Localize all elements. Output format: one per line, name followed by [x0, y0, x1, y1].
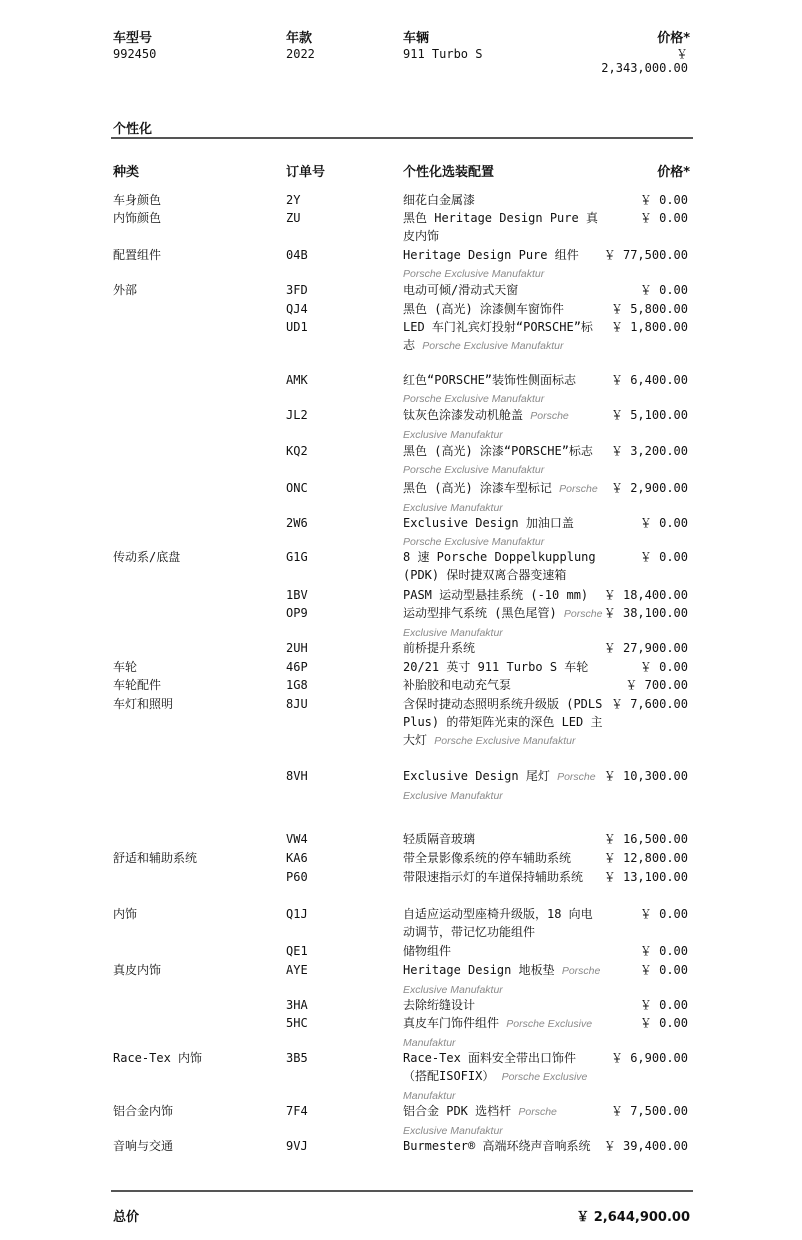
row-manufaktur-note: Porsche Exclusive Manufaktur [434, 735, 576, 747]
row-price: ￥ 39,400.00 [603, 1139, 688, 1153]
row-description-text: LED 车门礼宾灯投射“PORSCHE”标志 [403, 320, 593, 352]
row-description [403, 1049, 603, 1105]
row-price: ￥ 7,500.00 [610, 1104, 688, 1118]
row-description [403, 942, 603, 960]
row-order-code: JL2 [286, 408, 308, 422]
row-description [403, 246, 603, 283]
row-order-code: 2W6 [286, 516, 308, 530]
row-description [403, 639, 603, 657]
row-order-code: 3B5 [286, 1051, 308, 1065]
row-order-code: Q1J [286, 907, 308, 921]
model-year-value: 2022 [286, 47, 315, 61]
row-description-text: 含保时捷动态照明系统升级版 (PDLS Plus) 的带矩阵光束的深色 LED 主大灯 [403, 697, 603, 747]
row-order-code: 8JU [286, 697, 308, 711]
row-price: ￥ 1,800.00 [610, 320, 688, 334]
row-category: 舒适和辅助系统 [113, 851, 198, 865]
row-description [403, 479, 603, 517]
row-order-code: 2Y [286, 193, 301, 207]
column-price: 价格* [657, 165, 690, 180]
row-price: ￥ 16,500.00 [603, 832, 688, 846]
row-description-text: 真皮车门饰件组件 [403, 1016, 500, 1030]
column-category: 种类 [113, 165, 140, 180]
row-description [403, 868, 603, 886]
row-description [403, 996, 603, 1014]
row-price: ￥ 6,900.00 [610, 1051, 688, 1065]
row-description [403, 406, 603, 444]
row-price: ￥ 7,600.00 [610, 697, 688, 711]
row-order-code: 2UH [286, 641, 308, 655]
row-description-text: 去除绗缝设计 [403, 998, 476, 1012]
row-price: ￥ 0.00 [639, 998, 688, 1012]
row-price: ￥ 0.00 [639, 944, 688, 958]
row-price: ￥ 77,500.00 [603, 248, 688, 262]
row-description [403, 658, 603, 676]
total-divider [111, 1190, 693, 1192]
row-description-text: 前桥提升系统 [403, 641, 476, 655]
row-order-code: QJ4 [286, 302, 308, 316]
row-price: ￥ 0.00 [639, 550, 688, 564]
price-currency: ￥ [675, 47, 688, 61]
row-manufaktur-note: Porsche Exclusive Manufaktur [403, 1018, 593, 1049]
row-order-code: P60 [286, 870, 308, 884]
row-manufaktur-note: Porsche Exclusive Manufaktur [422, 340, 564, 352]
row-description-text: Heritage Design 地板垫 [403, 963, 555, 977]
row-description [403, 830, 603, 848]
row-description-text: Heritage Design Pure 组件 [403, 248, 579, 262]
row-price: ￥ 6,400.00 [610, 373, 688, 387]
row-price: ￥ 0.00 [639, 211, 688, 225]
row-manufaktur-note: Porsche Exclusive Manufaktur [403, 608, 603, 639]
row-manufaktur-note: Porsche Exclusive Manufaktur [403, 1106, 557, 1137]
row-price: ￥ 0.00 [639, 193, 688, 207]
row-order-code: ONC [286, 481, 308, 495]
row-description-text: Race-Tex 面料安全带出口饰件 （搭配ISOFIX） [403, 1051, 577, 1083]
row-description [403, 318, 603, 355]
row-price: ￥ 0.00 [639, 907, 688, 921]
row-price: ￥ 5,800.00 [610, 302, 688, 316]
row-description [403, 767, 603, 805]
row-category: 传动系/底盘 [113, 550, 181, 564]
price-label: 价格* [657, 31, 690, 46]
row-description-text: 自适应运动型座椅升级版，18 向电动调节，带记忆功能组件 [403, 907, 593, 939]
row-description-text: 细花白金属漆 [403, 193, 476, 207]
row-description-text: 电动可倾/滑动式天窗 [403, 283, 519, 297]
row-price: ￥ 700.00 [625, 678, 688, 692]
row-description-text: 补胎胶和电动充气泵 [403, 678, 512, 692]
row-category: 配置组件 [113, 248, 162, 262]
row-category: 真皮内饰 [113, 963, 162, 977]
row-description [403, 548, 603, 584]
row-manufaktur-note: Porsche Exclusive Manufaktur [403, 536, 545, 548]
row-order-code: 3HA [286, 998, 308, 1012]
row-order-code: VW4 [286, 832, 308, 846]
row-description-text: 储物组件 [403, 944, 452, 958]
row-manufaktur-note: Porsche Exclusive Manufaktur [403, 410, 569, 441]
row-description [403, 1137, 603, 1155]
column-order-number: 订单号 [286, 165, 326, 180]
row-price: ￥ 0.00 [639, 660, 688, 674]
row-description [403, 586, 603, 604]
row-category: Race-Tex 内饰 [113, 1051, 203, 1065]
row-price: ￥ 2,900.00 [610, 481, 688, 495]
row-order-code: 7F4 [286, 1104, 308, 1118]
row-order-code: 1BV [286, 588, 308, 602]
section-divider [111, 137, 693, 139]
row-category: 外部 [113, 283, 138, 297]
row-description [403, 1102, 603, 1140]
row-order-code: G1G [286, 550, 308, 564]
row-description [403, 442, 603, 479]
model-number-value: 992450 [113, 47, 157, 61]
base-price-value: 2,343,000.00 [601, 61, 688, 75]
row-price: ￥ 18,400.00 [603, 588, 688, 602]
row-order-code: AMK [286, 373, 308, 387]
row-price: ￥ 0.00 [639, 963, 688, 977]
row-order-code: ZU [286, 211, 301, 225]
model-number-label: 车型号 [113, 31, 153, 46]
row-price: ￥ 0.00 [639, 283, 688, 297]
row-order-code: 3FD [286, 283, 308, 297]
row-order-code: 8VH [286, 769, 308, 783]
row-price: ￥ 13,100.00 [603, 870, 688, 884]
row-price: ￥ 5,100.00 [610, 408, 688, 422]
vehicle-value: 911 Turbo S [403, 47, 483, 61]
row-category: 铝合金内饰 [113, 1104, 174, 1118]
row-order-code: 5HC [286, 1016, 308, 1030]
row-price: ￥ 0.00 [639, 516, 688, 530]
row-order-code: QE1 [286, 944, 308, 958]
row-description [403, 849, 603, 867]
row-manufaktur-note: Porsche Exclusive Manufaktur [403, 393, 545, 405]
row-description-text: 8 速 Porsche Doppelkupplung (PDK) 保时捷双离合器变速箱 [403, 550, 596, 582]
row-description [403, 191, 603, 209]
model-year-label: 年款 [286, 31, 313, 46]
row-order-code: 04B [286, 248, 308, 262]
row-price: ￥ 10,300.00 [603, 769, 688, 783]
row-description-text: 红色“PORSCHE”装饰性侧面标志 [403, 373, 577, 387]
row-manufaktur-note: Porsche Exclusive Manufaktur [403, 1071, 588, 1102]
vehicle-label: 车辆 [403, 31, 430, 46]
row-description [403, 514, 603, 551]
row-order-code: KA6 [286, 851, 308, 865]
row-description [403, 300, 603, 318]
row-order-code: KQ2 [286, 444, 308, 458]
row-description-text: 钛灰色涂漆发动机舱盖 [403, 408, 524, 422]
row-description-text: 铝合金 PDK 选档杆 [403, 1104, 512, 1118]
row-description [403, 1014, 603, 1052]
row-price: ￥ 27,900.00 [603, 641, 688, 655]
row-description-text: Burmester® 高端环绕声音响系统 [403, 1139, 591, 1153]
row-category: 音响与交通 [113, 1139, 174, 1153]
row-description-text: 黑色 (高光) 涂漆车型标记 [403, 481, 552, 495]
row-description-text: Exclusive Design 加油口盖 [403, 516, 574, 530]
section-title: 个性化 [113, 122, 153, 137]
row-description-text: 黑色 (高光) 涂漆“PORSCHE”标志 [403, 444, 593, 458]
row-description-text: Exclusive Design 尾灯 [403, 769, 550, 783]
row-description-text: 20/21 英寸 911 Turbo S 车轮 [403, 660, 589, 674]
row-manufaktur-note: Porsche Exclusive Manufaktur [403, 268, 545, 280]
row-description-text: PASM 运动型悬挂系统 (-10 mm) [403, 588, 589, 602]
row-order-code: UD1 [286, 320, 308, 334]
row-category: 车身颜色 [113, 193, 162, 207]
row-order-code: 1G8 [286, 678, 308, 692]
row-description-text: 带限速指示灯的车道保持辅助系统 [403, 870, 584, 884]
column-configuration: 个性化选装配置 [403, 165, 495, 180]
row-category: 内饰 [113, 907, 138, 921]
row-order-code: 46P [286, 660, 308, 674]
row-order-code: AYE [286, 963, 308, 977]
row-description-text: 带全景影像系统的停车辅助系统 [403, 851, 572, 865]
row-category: 车轮 [113, 660, 138, 674]
row-description-text: 轻质隔音玻璃 [403, 832, 476, 846]
row-description-text: 运动型排气系统 (黑色尾管) [403, 606, 557, 620]
row-manufaktur-note: Porsche Exclusive Manufaktur [403, 464, 545, 476]
row-order-code: OP9 [286, 606, 308, 620]
row-order-code: 9VJ [286, 1139, 308, 1153]
row-manufaktur-note: Porsche Exclusive Manufaktur [403, 965, 601, 996]
row-manufaktur-note: Porsche Exclusive Manufaktur [403, 483, 598, 514]
row-price: ￥ 12,800.00 [603, 851, 688, 865]
row-description [403, 371, 603, 408]
row-price: ￥ 38,100.00 [603, 606, 688, 620]
total-value: ￥ 2,644,900.00 [576, 1210, 690, 1225]
row-category: 车轮配件 [113, 678, 162, 692]
row-description [403, 905, 603, 941]
row-description [403, 209, 603, 245]
row-description [403, 961, 603, 999]
total-label: 总价 [113, 1210, 140, 1225]
row-category: 内饰颜色 [113, 211, 162, 225]
row-description [403, 676, 603, 694]
row-description-text: 黑色 Heritage Design Pure 真皮内饰 [403, 211, 598, 243]
row-description-text: 黑色 (高光) 涂漆侧车窗饰件 [403, 302, 564, 316]
row-price: ￥ 3,200.00 [610, 444, 688, 458]
row-price: ￥ 0.00 [639, 1016, 688, 1030]
row-description [403, 604, 603, 642]
row-description [403, 281, 603, 299]
row-category: 车灯和照明 [113, 697, 174, 711]
row-description [403, 695, 603, 750]
row-manufaktur-note: Porsche Exclusive Manufaktur [403, 771, 596, 802]
